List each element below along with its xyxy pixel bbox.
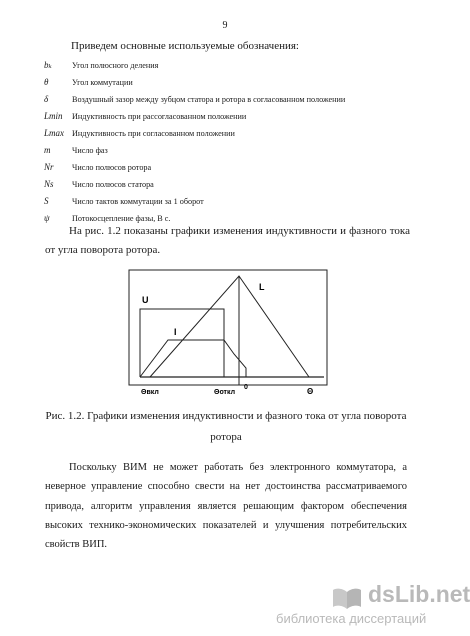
notation-definition: Число полюсов ротора	[72, 163, 152, 172]
notation-row	[44, 58, 424, 75]
page-number: 9	[222, 20, 228, 31]
notation-row	[44, 194, 424, 211]
label-theta-off: Θоткл	[214, 389, 236, 396]
notation-definition: Число полюсов статора	[72, 180, 154, 189]
notation-definition: Число фаз	[72, 146, 108, 155]
watermark-brand: dsLib.net	[368, 581, 470, 607]
notation-definition: Угол коммутации	[72, 78, 133, 87]
label-theta: Θ	[307, 387, 314, 396]
notation-row	[44, 177, 424, 194]
notation-symbol: θ	[44, 77, 49, 87]
notation-symbol: Lmin	[44, 111, 63, 121]
notation-definition: Индуктивность при рассогласованном положении	[72, 112, 247, 121]
notation-definition: Число тактов коммутации за 1 оборот	[72, 197, 204, 206]
body-paragraph: Поскольку ВИМ не может работать без электронного коммутатора, а неверное управление способно свести на нет достоинства рассматриваемого привода, алгоритм управления является решающим фактором обеспечения высоких технико-экономических показателей и улучшения потребительских свойств ВИП.	[45, 462, 407, 551]
notation-symbol: ψ	[44, 213, 50, 223]
notation-row	[44, 143, 424, 160]
notation-definition: Угол полюсного деления	[72, 61, 159, 70]
notation-row	[44, 109, 424, 126]
notation-definition: Воздушный зазор между зубцом статора и ротора в согласованном положении	[72, 95, 346, 104]
label-theta-on: Θвкл	[141, 389, 159, 396]
watermark-subtitle: библиотека диссертаций	[276, 611, 427, 626]
notation-intro: Приведем основные используемые обозначения:	[71, 40, 299, 52]
label-l: L	[259, 282, 265, 292]
current-curve	[140, 340, 246, 377]
notation-symbol: Lmax	[44, 128, 64, 138]
notation-symbol: m	[44, 145, 51, 155]
voltage-pulse	[140, 309, 224, 377]
notation-symbol: Ns	[44, 179, 54, 189]
body-paragraph: На рис. 1.2 показаны графики изменения индуктивности и фазного тока от угла поворота ротора.	[45, 225, 410, 256]
figure-caption: Рис. 1.2. Графики изменения индуктивности и фазного тока от угла поворота ротора	[45, 410, 407, 443]
notation-list	[44, 58, 424, 228]
label-u: U	[142, 295, 149, 305]
notation-symbol: δ	[44, 94, 49, 104]
book-logo-icon	[332, 586, 362, 610]
notation-symbol: S	[44, 196, 49, 206]
label-i: I	[174, 327, 177, 337]
notation-row	[44, 160, 424, 177]
notation-row	[44, 126, 424, 143]
notation-definition: Потокосцепление фазы, В с.	[72, 214, 171, 223]
label-theta-zero: 0	[244, 384, 248, 391]
notation-row	[44, 92, 424, 109]
notation-row	[44, 75, 424, 92]
notation-symbol: Nr	[44, 162, 54, 172]
figure-inductance-current	[128, 268, 330, 404]
notation-definition: Индуктивность при согласованном положении	[72, 129, 235, 138]
figure-svg	[128, 268, 330, 404]
notation-symbol: bₖ	[44, 60, 52, 70]
